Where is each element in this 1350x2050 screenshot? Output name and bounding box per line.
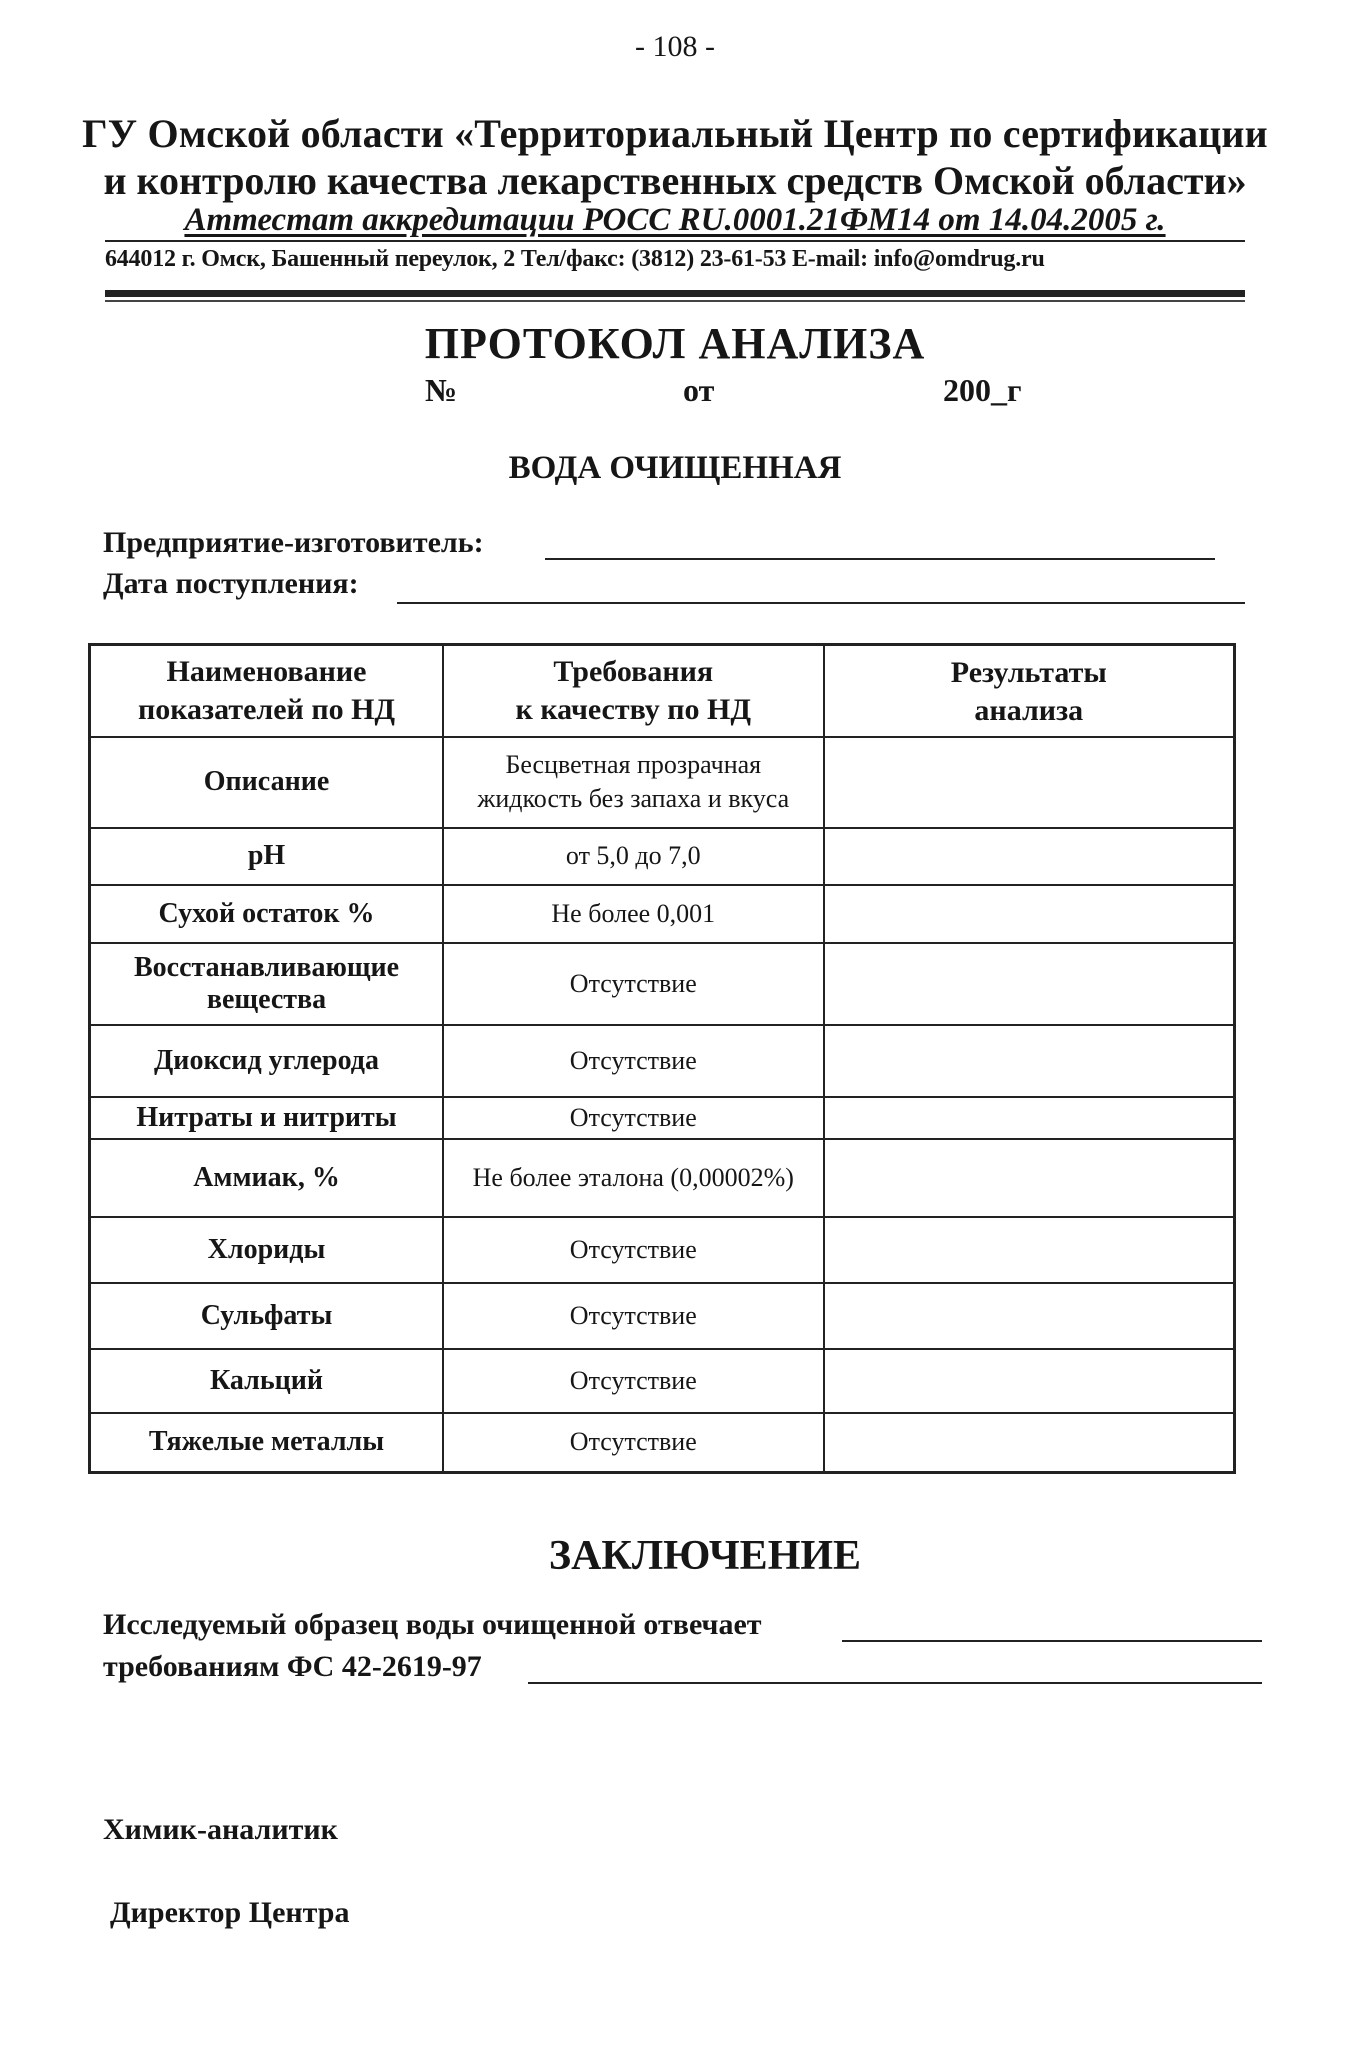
table-row <box>90 1139 1235 1217</box>
product-name: ВОДА ОЧИЩЕННАЯ <box>508 450 842 486</box>
requirement-text: Бесцветная прозрачная <box>505 750 762 779</box>
table-row <box>90 943 1235 1025</box>
table-row <box>90 737 1235 828</box>
result-cell[interactable] <box>824 1413 1235 1473</box>
conclusion-text-line2: требованиям ФС 42-2619-97 <box>103 1650 482 1683</box>
header-divider-thick <box>105 290 1245 297</box>
result-cell[interactable] <box>824 943 1235 1025</box>
conclusion-field[interactable] <box>528 1680 1262 1684</box>
result-cell[interactable] <box>824 1025 1235 1097</box>
table-row <box>90 1349 1235 1413</box>
requirement-cell: Отсутствие <box>443 1413 824 1473</box>
indicator-name-cell: Аммиак, % <box>90 1139 444 1217</box>
table-row <box>90 1097 1235 1139</box>
director-signature-label: Директор Центра <box>110 1896 350 1929</box>
header-results <box>824 645 1235 737</box>
requirement-cell: Отсутствие <box>443 1349 824 1413</box>
header-indicator-name <box>90 645 444 737</box>
analysis-table <box>88 643 1236 1474</box>
address-contact-line: 644012 г. Омск, Башенный переулок, 2 Тел/факс: (3812) 23-61-53 E-mail: info@omdrug.ru <box>105 246 1045 272</box>
chemist-signature-label: Химик-аналитик <box>103 1813 338 1846</box>
table-row <box>90 1025 1235 1097</box>
manufacturer-field[interactable] <box>545 556 1215 560</box>
requirement-cell: Отсутствие <box>443 1097 824 1139</box>
indicator-name-cell: Нитраты и нитриты <box>90 1097 444 1139</box>
number-sign-label: № <box>425 372 458 408</box>
requirement-cell: Отсутствие <box>443 1217 824 1283</box>
indicator-name-cell: pH <box>90 828 444 885</box>
header-divider-thin <box>105 240 1245 242</box>
indicator-name-cell <box>90 943 444 1025</box>
requirement-cell: Отсутствие <box>443 1283 824 1349</box>
manufacturer-label: Предприятие-изготовитель: <box>103 526 484 559</box>
header-text: показателей по НД <box>137 692 396 726</box>
protocol-number-line <box>0 372 1350 412</box>
requirement-cell <box>443 737 824 828</box>
conclusion-text-line1: Исследуемый образец воды очищенной отвечает <box>103 1608 762 1641</box>
table-header-row <box>90 645 1235 737</box>
accreditation-certificate: Аттестат аккредитации РОСС RU.0001.21ФМ14 от 14.04.2005 г. <box>184 202 1166 238</box>
result-cell[interactable] <box>824 1217 1235 1283</box>
indicator-name-cell: Тяжелые металлы <box>90 1413 444 1473</box>
result-cell[interactable] <box>824 737 1235 828</box>
table-row <box>90 828 1235 885</box>
header-text: Требования <box>553 654 714 688</box>
table-row <box>90 885 1235 943</box>
page-number: - 108 - <box>635 30 715 63</box>
indicator-name-cell: Диоксид углерода <box>90 1025 444 1097</box>
organization-name-line1: ГУ Омской области «Территориальный Центр по сертификации <box>82 111 1268 156</box>
indicator-name-text: вещества <box>206 983 327 1015</box>
result-cell[interactable] <box>824 828 1235 885</box>
table-row <box>90 1283 1235 1349</box>
indicator-name-cell: Сульфаты <box>90 1283 444 1349</box>
requirement-cell: Не более эталона (0,00002%) <box>443 1139 824 1217</box>
requirement-cell: Отсутствие <box>443 943 824 1025</box>
header-text: анализа <box>974 694 1084 727</box>
requirement-text: жидкость без запаха и вкуса <box>477 784 790 813</box>
result-cell[interactable] <box>824 1283 1235 1349</box>
table-row <box>90 1413 1235 1473</box>
date-from-label: от <box>683 372 715 408</box>
conclusion-title: ЗАКЛЮЧЕНИЕ <box>548 1533 862 1579</box>
header-requirements <box>443 645 824 737</box>
table-row <box>90 1217 1235 1283</box>
indicator-name-cell: Кальций <box>90 1349 444 1413</box>
header-text: к качеству по НД <box>515 692 752 726</box>
conclusion-field[interactable] <box>842 1638 1262 1642</box>
result-cell[interactable] <box>824 1097 1235 1139</box>
organization-name-line2: и контролю качества лекарственных средств Омской области» <box>103 158 1247 203</box>
result-cell[interactable] <box>824 1139 1235 1217</box>
header-text: Наименование <box>166 654 367 688</box>
result-cell[interactable] <box>824 1349 1235 1413</box>
header-text: Результаты <box>950 656 1107 689</box>
result-cell[interactable] <box>824 885 1235 943</box>
requirement-cell: Не более 0,001 <box>443 885 824 943</box>
indicator-name-cell: Хлориды <box>90 1217 444 1283</box>
requirement-cell: от 5,0 до 7,0 <box>443 828 824 885</box>
receipt-date-label: Дата поступления: <box>103 567 359 600</box>
document-title: ПРОТОКОЛ АНАЛИЗА <box>424 319 926 368</box>
year-label: 200_г <box>943 372 1022 408</box>
indicator-name-text: Восстанавливающие <box>133 951 400 983</box>
indicator-name-cell: Описание <box>90 737 444 828</box>
header-divider-secondary <box>105 300 1245 302</box>
requirement-cell: Отсутствие <box>443 1025 824 1097</box>
indicator-name-cell: Сухой остаток % <box>90 885 444 943</box>
receipt-date-field[interactable] <box>397 600 1245 604</box>
